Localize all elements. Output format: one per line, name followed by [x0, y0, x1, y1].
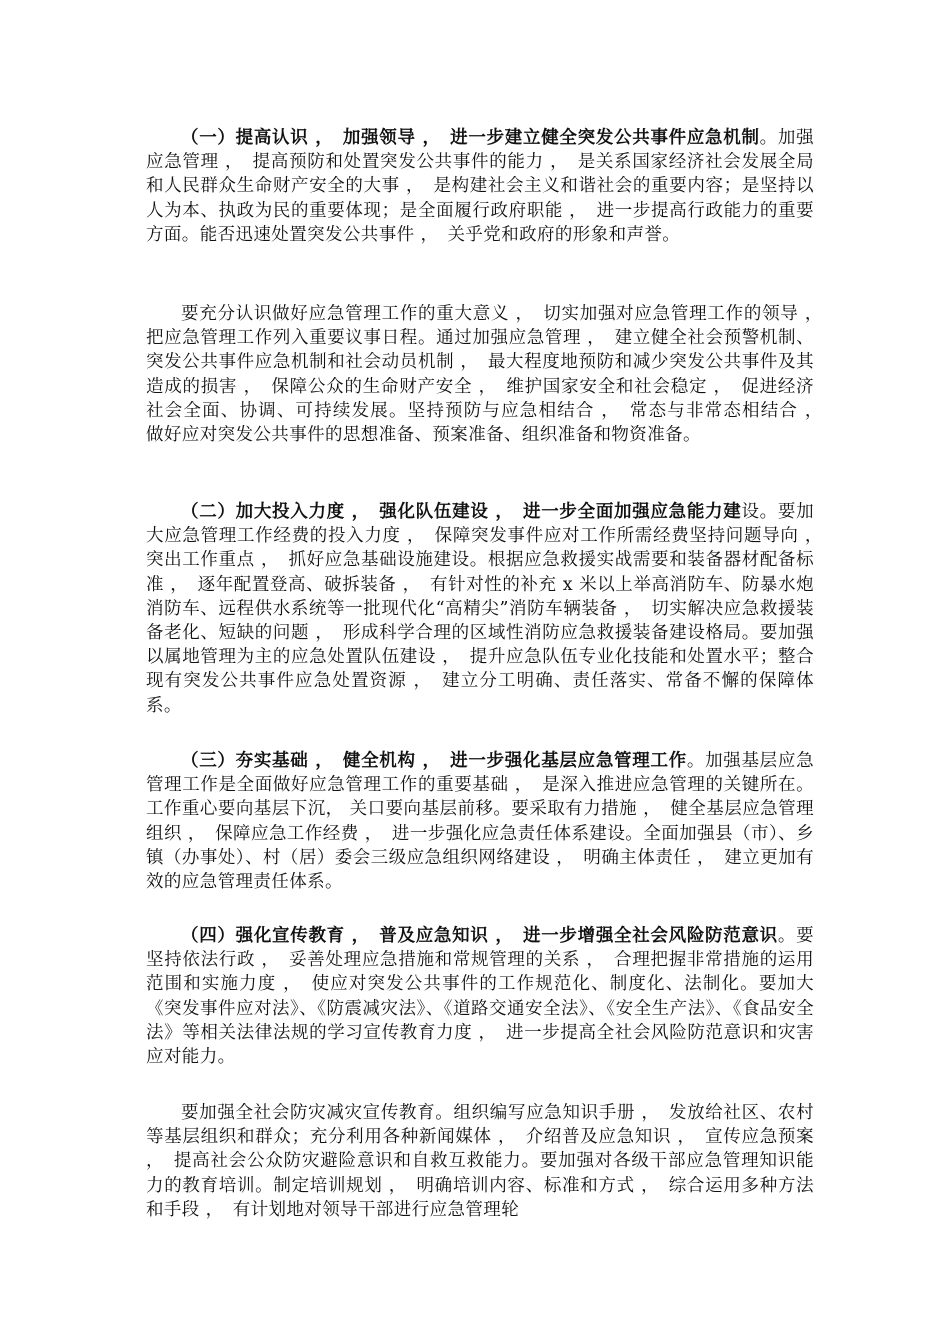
paragraph-body: 。要坚持依法行政 ， 妥善处理应急措施和常规管理的关系 ， 合理把握非常措施的运用范围和实施力度 ， 使应对突发公共事件的工作规范化、制度化、法制化。要加大《突发事件应对法》、《防震减灾法》、《道路交通安全法》、《安全生产法》、《食品安全法》等相关法律法规的学习宣传教育力度 ， 进一步提高全社会风险防范意识和灾害应对能力。 [146, 926, 814, 1068]
paragraph-body-2 [146, 302, 832, 447]
paragraph-body: 。加强应急管理 ， 提高预防和处置突发公共事件的能力 ， 是关系国家经济社会发展全局和人民群众生命财产安全的大事 ， 是构建社会主义和谐社会的重要内容；是坚持以人为本、执政为民的重要体现；是全面履行政府职能 ， 进一步提高行政能力的重要方面。能否迅速处置突发公共事件 ， 关乎党和政府的形象和声誉。 [146, 128, 814, 245]
paragraph-body: 要充分认识做好应急管理工作的重大意义 ， 切实加强对应急管理工作的领导 ， 把应急管理工作列入重要议事日程。通过加强应急管理 ， 建立健全社会预警机制、突发公共事件应急机制和社会动员机制 ， 最大程度地预防和减少突发公共事件及其造成的损害 ， 保障公众的生命财产安全 ， 维护国家安全和社会稳定 ， 促进经济社会全面、协调、可持续发展。坚持预防与应急相结合 ， 常态与非常态相结合 ， 做好应对突发公共事件的思想准备、预案准备、组织准备和物资准备。 [146, 304, 832, 446]
section-heading: （一）提高认识 ， 加强领导 ， 进一步建立健全突发公共事件应急机制 [181, 128, 760, 148]
paragraph-section-2 [146, 500, 832, 718]
paragraph-body-6 [146, 1101, 814, 1222]
section-heading: （二）加大投入力度 ， 强化队伍建设 ， 进一步全面加强应急能力建 [181, 502, 742, 522]
section-heading: （四）强化宣传教育 ， 普及应急知识 ， 进一步增强全社会风险防范意识 [181, 926, 778, 946]
paragraph-body: 要加强全社会防灾减灾宣传教育。组织编写应急知识手册 ， 发放给社区、农村等基层组织和群众；充分利用各种新闻媒体 ， 介绍普及应急知识 ， 宣传应急预案 ， 提高社会公众防灾避险意识和自救互救能力。要加强对各级干部应急管理知识能力的教育培训。制定培训规划 ， 明确培训内容、标准和方式 ， 综合运用多种方法和手段 ， 有计划地对领导干部进行应急管理轮 [146, 1103, 814, 1220]
paragraph-section-3 [146, 749, 814, 894]
section-heading: （三）夯实基础 ， 健全机构 ， 进一步强化基层应急管理工作 [181, 751, 687, 771]
paragraph-section-1 [146, 126, 814, 247]
paragraph-section-4 [146, 924, 814, 1069]
paragraph-body: 设。要加大应急管理工作经费的投入力度 ， 保障突发事件应对工作所需经费坚持问题导向 ， 突出工作重点 ， 抓好应急基础设施建设。根据应急救援实战需要和装备器材配备标准 ， 逐年配置登高、破拆装备 ， 有针对性的补充 x 米以上举高消防车、防暴水炮消防车、远程供水系统等一批现代化“高精尖”消防车辆装备 ， 切实解决应急救援装备老化、短缺的问题 ， 形成科学合理的区域性消防应急救援装备建设格局。要加强以属地管理为主的应急处置队伍建设 ， 提升应急队伍专业化技能和处置水平；整合现有突发公共事件应急处置资源 ， 建立分工明确、责任落实、常备不懈的保障体系。 [146, 502, 832, 716]
paragraph-body: 。加强基层应急管理工作是全面做好应急管理工作的重要基础 ， 是深入推进应急管理的关键所在。工作重心要向基层下沉， 关口要向基层前移。要采取有力措施 ， 健全基层应急管理组织 ， 保障应急工作经费 ， 进一步强化应急责任体系建设。全面加强县（市）、乡镇（办事处）、村（居）委会三级应急组织网络建设 ， 明确主体责任 ， 建立更加有效的应急管理责任体系。 [146, 751, 814, 893]
